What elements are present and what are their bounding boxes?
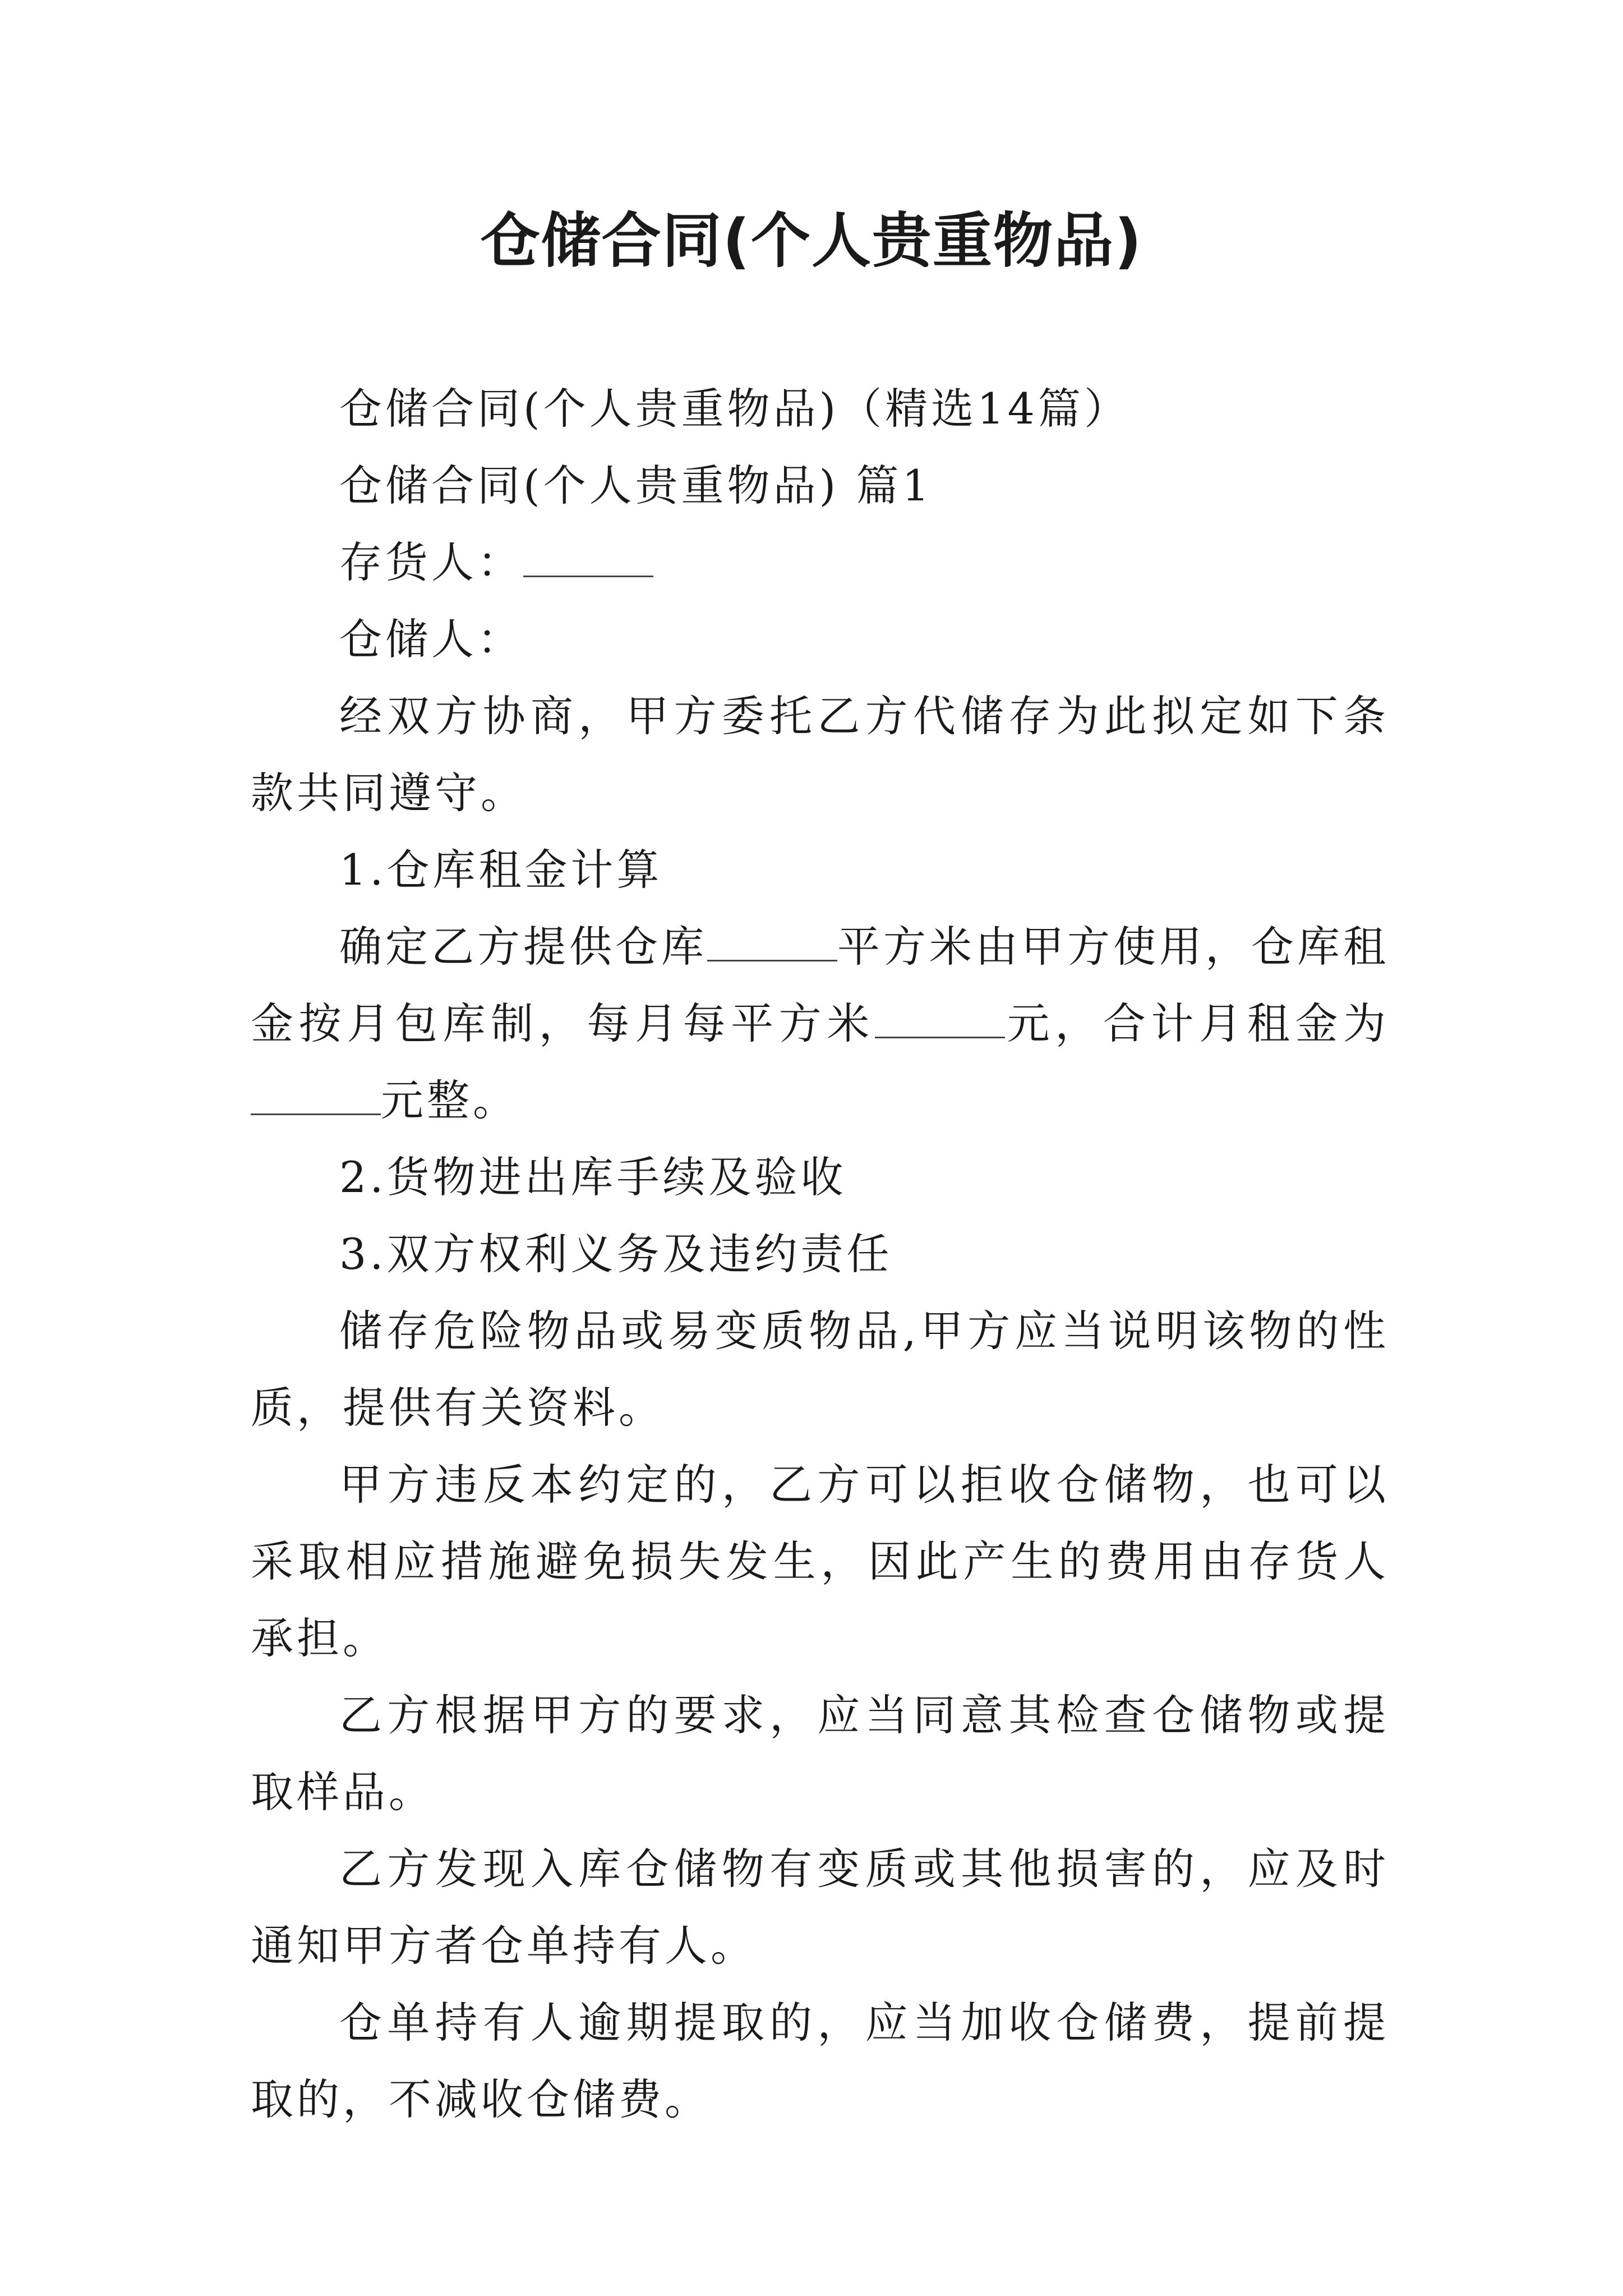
paragraph-warehouse-keeper: 仓储人： xyxy=(339,614,523,664)
clause-1-text-d: 元整。 xyxy=(381,1075,519,1125)
total-blank xyxy=(251,1078,381,1115)
paragraph-overdue-pickup: 仓单持有人逾期提取的，应当加收仓储费，提前提取的，不减收仓储费。 xyxy=(251,1998,1389,2124)
clause-2-heading: 2.货物进出库手续及验收 xyxy=(339,1152,847,1202)
paragraph-collection-title: 仓储合同(个人贵重物品)（精选14篇） xyxy=(339,384,1131,434)
clause-1-text-a: 确定乙方提供仓库 xyxy=(339,922,707,972)
paragraph-dangerous-goods: 储存危险物品或易变质物品,甲方应当说明该物的性质，提供有关资料。 xyxy=(251,1306,1389,1433)
clause-1-body xyxy=(251,908,1389,1139)
paragraph-depositor xyxy=(251,524,1389,601)
clause-1-text-c: 元，合计月租金为 xyxy=(1005,999,1390,1048)
paragraph-intro: 经双方协商，甲方委托乙方代储存为此拟定如下条款共同遵守。 xyxy=(251,691,1389,818)
area-blank xyxy=(707,924,837,961)
document-body xyxy=(251,370,1389,2138)
clause-1-text-b: 平方米由甲方使用，仓库租金按月包库制，每月每平方米 xyxy=(251,922,1389,1048)
document-title: 仓储合同(个人贵重物品) xyxy=(480,206,1143,275)
clause-1-heading: 1.仓库租金计算 xyxy=(339,845,663,895)
depositor-blank xyxy=(523,540,653,577)
paragraph-damage-notice: 乙方发现入库仓储物有变质或其他损害的，应及时通知甲方者仓单持有人。 xyxy=(251,1844,1389,1971)
price-blank xyxy=(875,1001,1005,1038)
depositor-label: 存货人： xyxy=(339,537,523,587)
paragraph-section-heading: 仓储合同(个人贵重物品) 篇1 xyxy=(339,461,933,510)
paragraph-inspection: 乙方根据甲方的要求，应当同意其检查仓储物或提取样品。 xyxy=(251,1690,1389,1817)
clause-3-heading: 3.双方权利义务及违约责任 xyxy=(339,1229,893,1279)
paragraph-violation: 甲方违反本约定的，乙方可以拒收仓储物，也可以采取相应措施避免损失发生，因此产生的费用由存货人承担。 xyxy=(251,1460,1389,1663)
